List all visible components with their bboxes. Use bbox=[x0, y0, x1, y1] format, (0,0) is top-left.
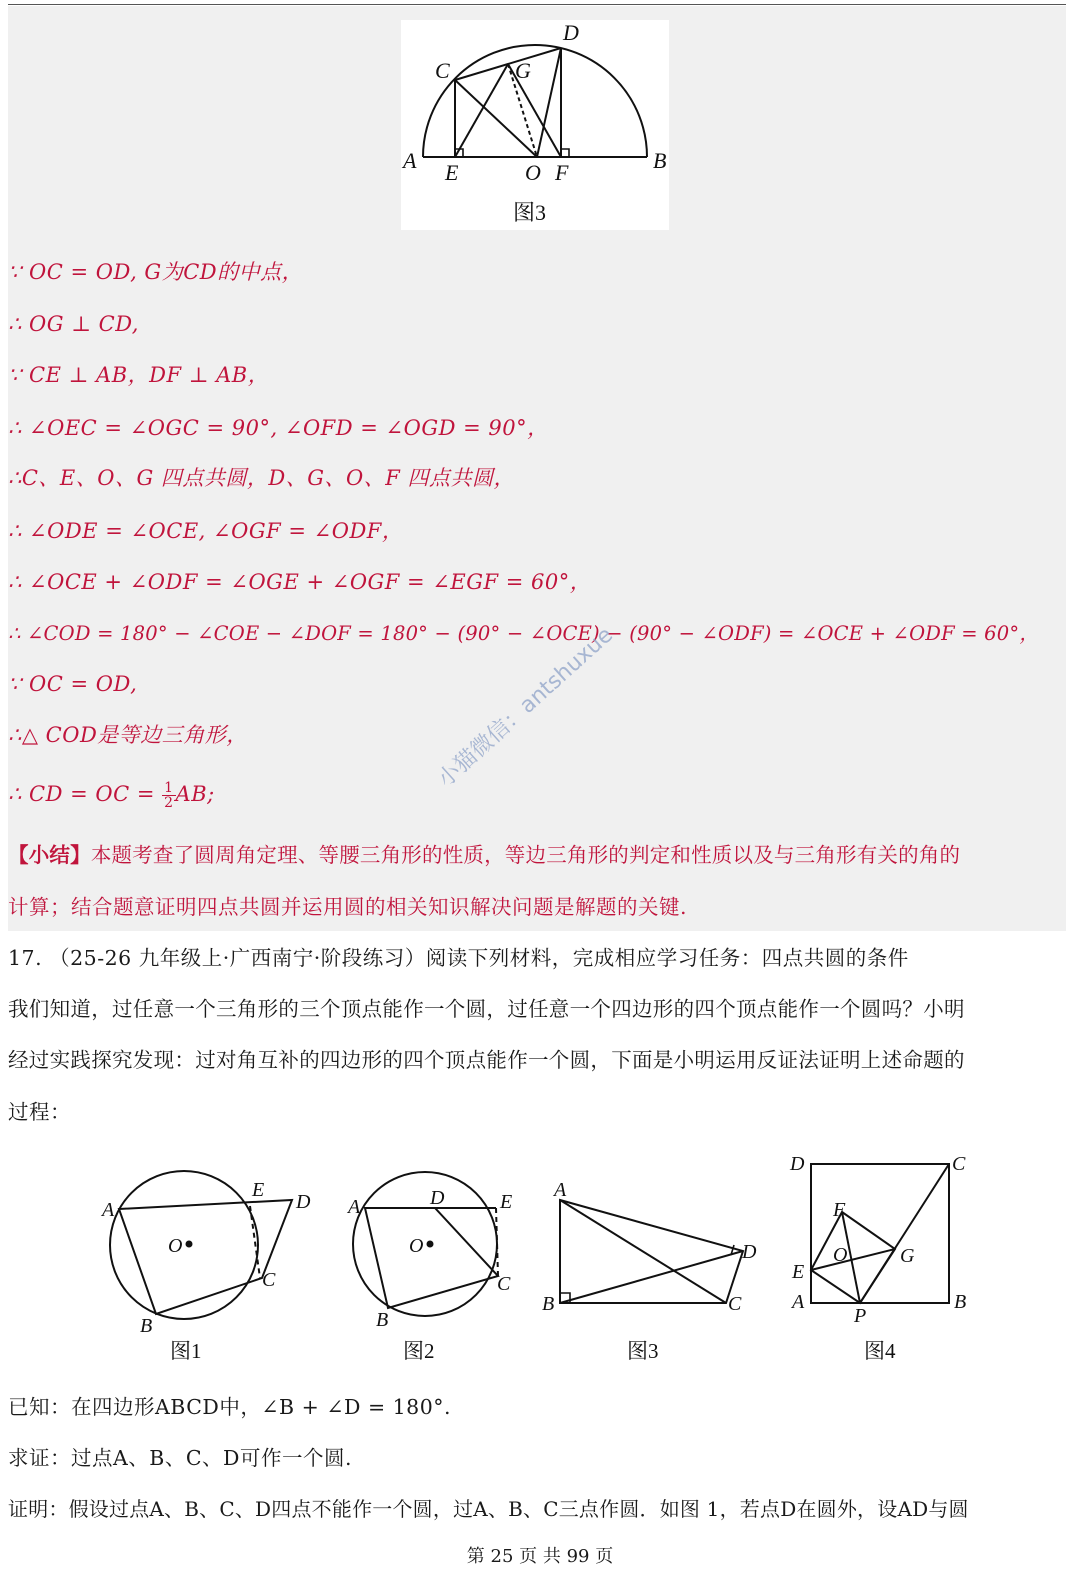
top-rule bbox=[8, 4, 1066, 5]
fig3-diagonal-bd bbox=[560, 1251, 743, 1303]
proof-start-line: 证明：假设过点A、B、C、D四点不能作一个圆，过A、B、C三点作圆．如图 1，若点D在圆外，设AD与圆 bbox=[8, 1497, 969, 1521]
label-b: B bbox=[653, 148, 667, 173]
fig4-label-g: G bbox=[900, 1245, 915, 1267]
fig3-label-b: B bbox=[542, 1293, 555, 1315]
fraction-numerator: 1 bbox=[164, 780, 174, 796]
fig2-label-d: D bbox=[430, 1187, 445, 1209]
proof-line-11-suffix: AB; bbox=[175, 782, 215, 806]
proof-line-1: ∵ OC = OD, G为CD的中点， bbox=[8, 260, 304, 284]
semicircle-arc bbox=[423, 45, 647, 157]
label-e: E bbox=[445, 160, 459, 185]
problem-para-1: 我们知道，过任意一个三角形的三个顶点能作一个圆，过任意一个四边形的四个顶点能作一个圆吗？小明 bbox=[8, 997, 965, 1021]
label-o: O bbox=[525, 160, 541, 185]
fraction-half bbox=[162, 781, 175, 810]
known-line: 已知：在四边形ABCD中，∠B + ∠D = 180°. bbox=[8, 1395, 452, 1419]
fig4-label-a: A bbox=[792, 1291, 805, 1313]
fig3-caption: 图3 bbox=[627, 1339, 659, 1363]
fig1-label-b: B bbox=[140, 1315, 153, 1337]
label-d: D bbox=[563, 20, 579, 45]
prove-line: 求证：过点A、B、C、D可作一个圆. bbox=[8, 1446, 353, 1470]
proof-line-11-prefix: ∴ CD = OC = bbox=[8, 782, 163, 806]
fig1-label-o: O bbox=[168, 1235, 183, 1257]
fraction-denominator: 2 bbox=[164, 795, 174, 811]
fig1-label-a: A bbox=[102, 1199, 115, 1221]
summary-line-1 bbox=[8, 841, 960, 869]
summary-text-1: 本题考查了圆周角定理、等腰三角形的性质，等边三角形的判定和性质以及与三角形有关的角的 bbox=[90, 843, 961, 867]
fig2-label-c: C bbox=[497, 1273, 511, 1295]
fig1-label-e: E bbox=[252, 1179, 265, 1201]
fig2-label-o: O bbox=[409, 1235, 424, 1257]
right-angle-f bbox=[561, 149, 569, 157]
fig2-center-dot bbox=[427, 1241, 434, 1248]
fig3-label-d: D bbox=[742, 1241, 757, 1263]
fig1-label-c: C bbox=[262, 1269, 276, 1291]
proof-line-8: ∴ ∠COD = 180° − ∠COE − ∠DOF = 180° − (90° − ∠OCE) − (90° − ∠ODF) = ∠OCE + ∠ODF = 60°， bbox=[8, 622, 1040, 645]
fig4-label-b: B bbox=[954, 1291, 967, 1313]
fig2-circle bbox=[353, 1172, 497, 1316]
fig4-quadrilateral-efgp bbox=[811, 1212, 895, 1303]
fig4-square bbox=[811, 1164, 949, 1303]
fig2-caption: 图2 bbox=[403, 1339, 435, 1363]
proof-line-2: ∴ OG ⊥ CD, bbox=[8, 312, 139, 336]
fig3-label-a: A bbox=[554, 1179, 567, 1201]
fig3-diagonal-ac bbox=[560, 1200, 726, 1303]
fig4-label-c: C bbox=[952, 1153, 966, 1175]
figure-caption: 图3 bbox=[513, 200, 547, 225]
fig1-label-d: D bbox=[296, 1191, 311, 1213]
page-footer: 第 25 页 共 99 页 bbox=[466, 1546, 614, 1567]
figure-semicircle bbox=[401, 20, 669, 230]
proof-line-6: ∴ ∠ODE = ∠OCE, ∠OGF = ∠ODF， bbox=[8, 519, 404, 543]
fig4-label-f: F bbox=[833, 1199, 846, 1221]
proof-line-4: ∴ ∠OEC = ∠OGC = 90°, ∠OFD = ∠OGD = 90°， bbox=[8, 416, 549, 440]
figures-diagram bbox=[90, 1148, 990, 1378]
fig4-label-d: D bbox=[790, 1153, 805, 1175]
problem-header: 17. （25-26 九年级上·广西南宁·阶段练习）阅读下列材料，完成相应学习任务：四点共圆的条件 bbox=[8, 946, 909, 970]
label-f: F bbox=[555, 160, 569, 185]
proof-line-7: ∴ ∠OCE + ∠ODF = ∠OGE + ∠OGF = ∠EGF = 60°， bbox=[8, 570, 592, 594]
fig2-label-e: E bbox=[500, 1191, 513, 1213]
problem-para-3: 过程： bbox=[8, 1100, 71, 1124]
fig2-label-b: B bbox=[376, 1309, 389, 1331]
fig4-caption: 图4 bbox=[864, 1339, 896, 1363]
fig3-quadrilateral bbox=[560, 1200, 743, 1303]
summary-tag: 【小结】 bbox=[8, 843, 91, 867]
proof-line-9: ∵ OC = OD, bbox=[8, 672, 138, 696]
proof-line-3: ∵ CE ⊥ AB，DF ⊥ AB， bbox=[8, 363, 270, 387]
semicircle-diagram bbox=[401, 20, 669, 230]
label-c: C bbox=[435, 58, 450, 83]
proof-line-10: ∴△ COD是等边三角形， bbox=[8, 723, 248, 747]
label-a: A bbox=[403, 148, 417, 173]
fig1-caption: 图1 bbox=[170, 1339, 202, 1363]
figures-row bbox=[90, 1148, 990, 1378]
fig4-label-p: P bbox=[854, 1305, 867, 1327]
proof-line-5: ∴C、E、O、G 四点共圆，D、G、O、F 四点共圆， bbox=[8, 466, 515, 490]
summary-line-2: 计算；结合题意证明四点共圆并运用圆的相关知识解决问题是解题的关键. bbox=[8, 895, 688, 919]
fig1-center-dot bbox=[186, 1241, 193, 1248]
fig3-label-c: C bbox=[728, 1293, 742, 1315]
fig4-label-o: O bbox=[833, 1244, 848, 1266]
fig2-label-a: A bbox=[348, 1196, 361, 1218]
fig4-label-e: E bbox=[792, 1261, 805, 1283]
segment-do bbox=[537, 48, 561, 157]
proof-line-11 bbox=[8, 780, 215, 810]
fig1-quadrilateral bbox=[119, 1200, 292, 1314]
label-g: G bbox=[515, 58, 531, 83]
watermark: 小猫微信：antshuxue bbox=[433, 622, 618, 793]
problem-para-2: 经过实践探究发现：过对角互补的四边形的四个顶点能作一个圆，下面是小明运用反证法证明上述命题的 bbox=[8, 1048, 965, 1072]
